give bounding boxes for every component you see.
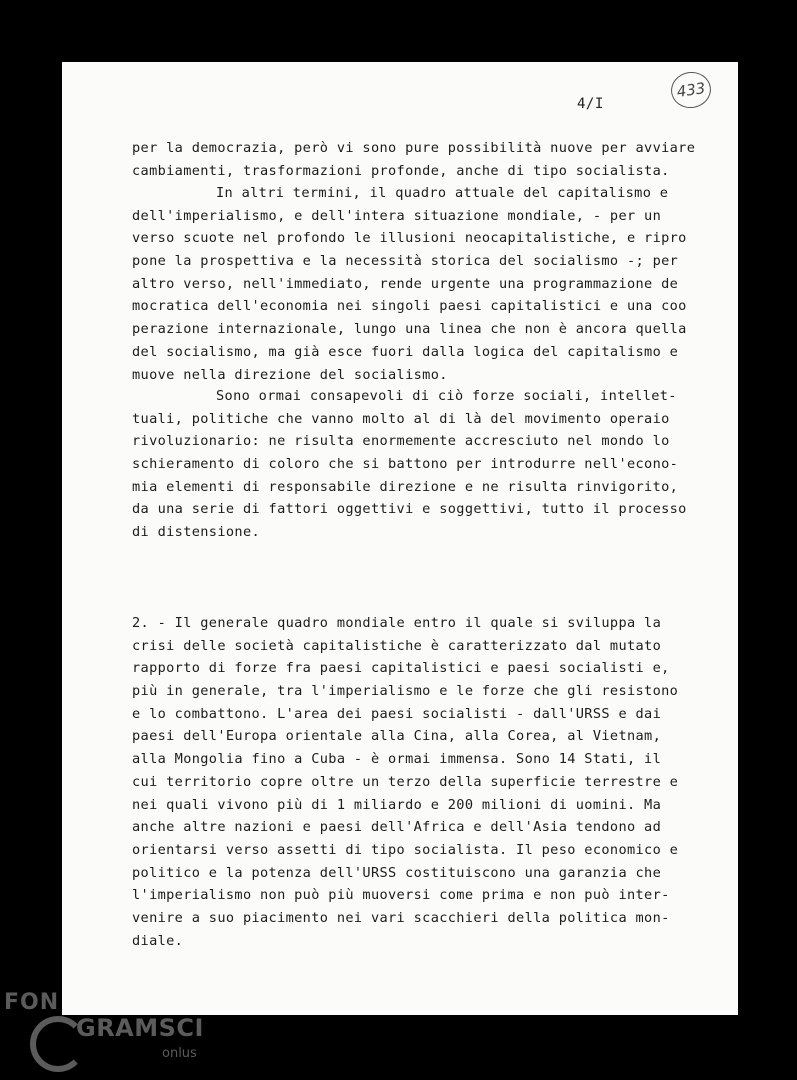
text-line: altro verso, nell'immediato, rende urgente una programmazione de: [132, 275, 679, 292]
watermark-gramsci: GRAMSCI: [76, 1014, 204, 1042]
paragraph-3: [132, 385, 692, 544]
text-line: nei quali vivono più di 1 miliardo e 200 milioni di uomini. Ma: [132, 796, 662, 813]
text-line: muove nella direzione del socialismo.: [132, 366, 448, 383]
text-line: venire a suo piacimento nei vari scacchieri della politica mon-: [132, 909, 670, 926]
text-line: l'imperialismo non può più muoversi come prima e non può inter-: [132, 887, 670, 904]
text-line: alla Mongolia fino a Cuba - è ormai immensa. Sono 14 Stati, il: [132, 751, 662, 768]
text-line: paesi dell'Europa orientale alla Cina, alla Corea, al Vietnam,: [132, 728, 662, 745]
page-number: 4/I: [577, 96, 604, 112]
text-line: cambiamenti, trasformazioni profonde, anche di tipo socialista.: [132, 162, 670, 179]
text-line: e lo combattono. L'area dei paesi socialisti - dall'URSS e dai: [132, 705, 662, 722]
text-line: In altri termini, il quadro attuale del capitalismo e: [216, 185, 669, 201]
text-line: 2. - Il generale quadro mondiale entro il quale si sviluppa la: [132, 615, 662, 631]
text-line: pone la prospettiva e la necessità storica del socialismo -; per: [132, 253, 679, 270]
fondazione-gramsci-watermark: [0, 990, 210, 1080]
text-line: perazione internazionale, lungo una linea che non è ancora quella: [132, 321, 687, 338]
text-line: del socialismo, ma già esce fuori dalla logica del capitalismo e: [132, 343, 679, 360]
watermark-fon: FON: [4, 990, 60, 1015]
text-line: anche altre nazioni e paesi dell'Africa e dell'Asia tendono ad: [132, 819, 662, 836]
text-line: orientarsi verso assetti di tipo socialista. Il peso economico e: [132, 841, 679, 858]
text-line: dell'imperialismo, e dell'intera situazione mondiale, - per un: [132, 207, 662, 224]
paragraph-1: [132, 137, 696, 182]
document-page: [62, 62, 738, 1015]
text-line: rapporto di forze fra paesi capitalistici e paesi socialisti e,: [132, 660, 670, 677]
text-line: per la democrazia, però vi sono pure possibilità nuove per avviare: [132, 140, 696, 156]
text-line: da una serie di fattori oggettivi e soggettivi, tutto il processo: [132, 501, 687, 518]
text-line: mia elementi di responsabile direzione e ne risulta rinvigorito,: [132, 478, 679, 495]
text-line: più in generale, tra l'imperialismo e le forze che gli resistono: [132, 683, 679, 700]
text-line: schieramento di coloro che si battono per introdurre nell'econo-: [132, 456, 679, 473]
text-line: crisi delle società capitalistiche è caratterizzato dal mutato: [132, 637, 662, 654]
text-line: cui territorio copre oltre un terzo della superficie terrestre e: [132, 773, 679, 790]
text-line: verso scuote nel profondo le illusioni neocapitalistiche, e ripro: [132, 230, 687, 247]
text-line: di distensione.: [132, 524, 261, 541]
archive-number-stamp: [669, 69, 714, 110]
text-line: rivoluzionario: ne risulta enormemente accresciuto nel mondo lo: [132, 433, 670, 450]
text-line: mocratica dell'economia nei singoli paesi capitalistici e una coo: [132, 298, 687, 315]
text-line: tuali, politiche che vanno molto al di là del movimento operaio: [132, 410, 670, 427]
section-2: [132, 612, 692, 952]
paragraph-2: [132, 182, 692, 386]
watermark-onlus: onlus: [162, 1046, 197, 1061]
text-line: diale.: [132, 932, 184, 949]
text-line: politico e la potenza dell'URSS costituiscono una garanzia che: [132, 864, 662, 881]
archive-number: 433: [675, 79, 707, 101]
text-line: Sono ormai consapevoli di ciò forze sociali, intellet-: [216, 388, 677, 404]
